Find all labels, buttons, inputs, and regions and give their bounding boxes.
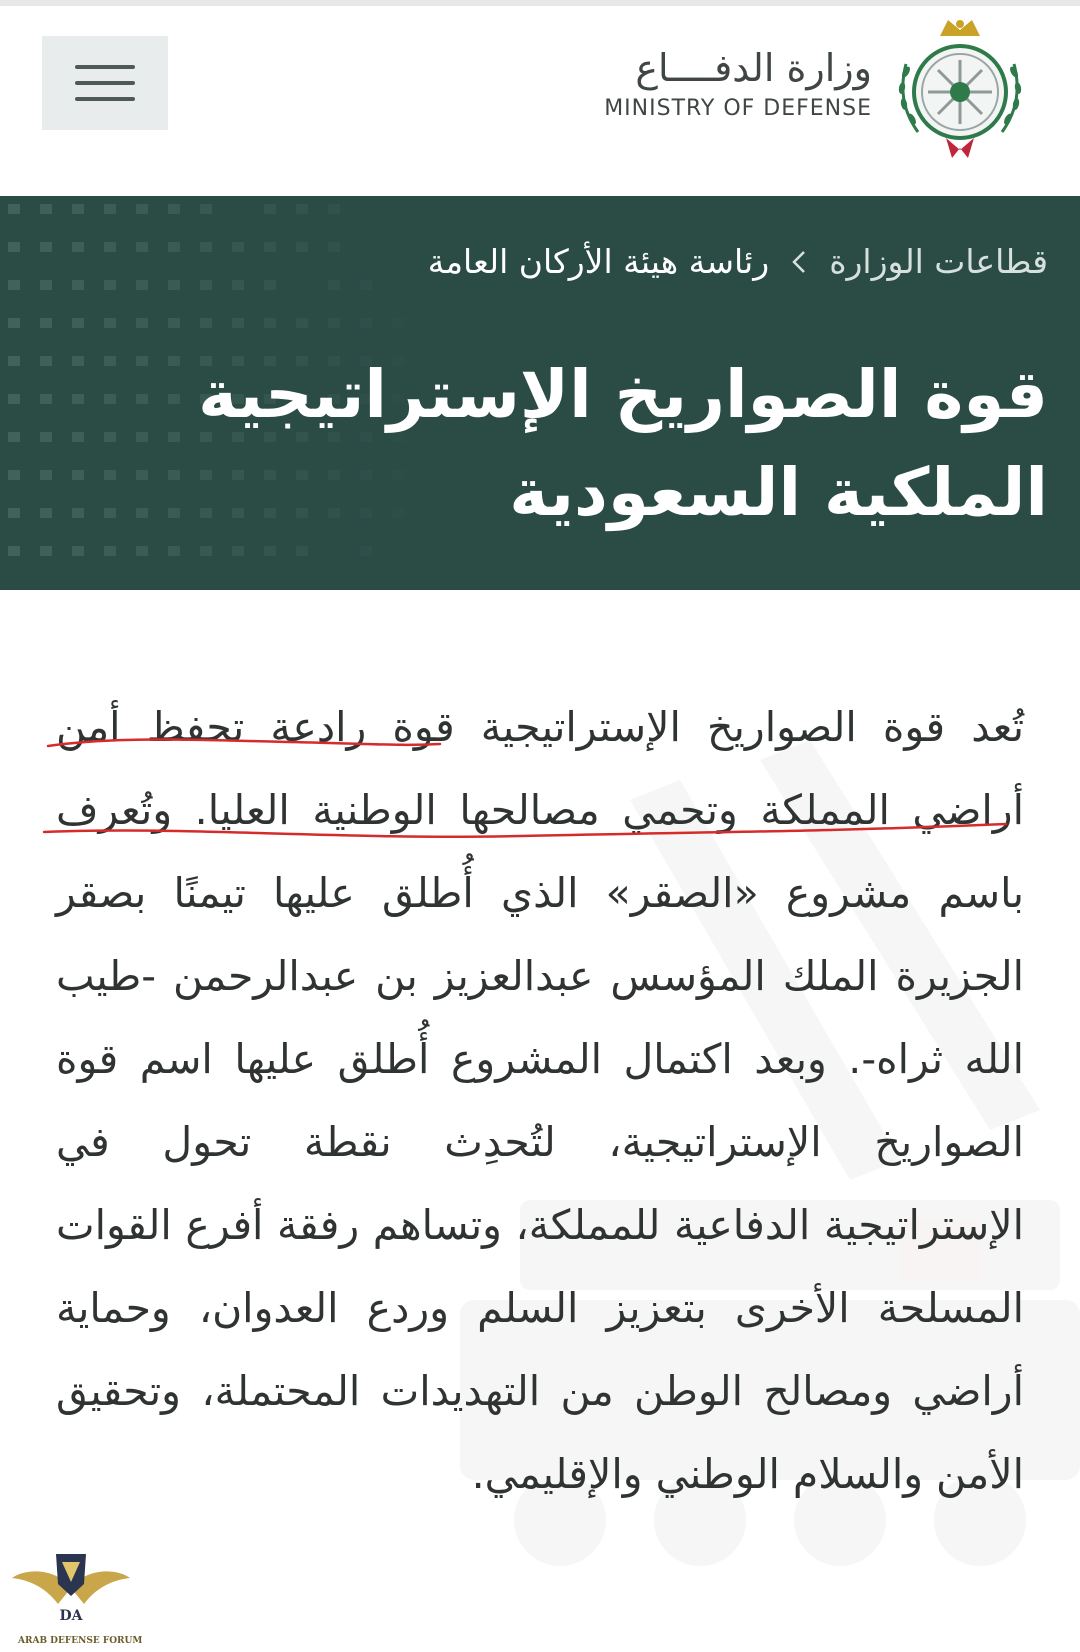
svg-text:DA: DA xyxy=(59,1608,83,1624)
article-body: تُعد قوة الصواريخ الإستراتيجية قوة رادعة تحفظ أمن أراضي المملكة وتحمي مصالحها الوطنية العليا. وتُعرف باسم مشروع «الصقر» الذي أُطلق عليها تيمنًا بصقر الجزيرة الملك المؤسس عبدالعزيز بن عبدالرحمن -طيب الله ثراه-. وبعد اكتمال المشروع أُطلق عليها اسم قوة الصواريخ الإستراتيجية، لتُحدِث نقطة تحول في الإستراتيجية الدفاعية للمملكة، وتساهم رفقة أفرع القوات المسلحة الأخرى بتعزيز السلم وردع العدوان، وحماية أراضي ومصالح الوطن من التهديدات المحتملة، وتحقيق الأمن والسلام الوطني والإقليمي. xyxy=(56,703,1024,1498)
breadcrumb-item-ministry-sectors[interactable]: قطاعات الوزارة xyxy=(829,242,1048,281)
page-title: قوة الصواريخ الإستراتيجية الملكية السعودية xyxy=(198,356,1048,531)
chevron-left-icon xyxy=(791,249,807,275)
breadcrumb xyxy=(428,242,1048,281)
page-hero xyxy=(0,196,1080,590)
brand-name-english[interactable]: MINISTRY OF DEFENSE xyxy=(604,96,872,121)
breadcrumb-item-chief-of-staff[interactable]: رئاسة هيئة الأركان العامة xyxy=(427,242,770,281)
site-header xyxy=(0,6,1080,196)
forum-eagle-logo-icon xyxy=(6,1548,143,1648)
menu-button[interactable] xyxy=(42,36,168,130)
ministry-emblem-icon[interactable] xyxy=(888,12,1032,164)
forum-name: ARAB DEFENSE FORUM xyxy=(18,1636,143,1646)
brand-name-arabic[interactable]: وزارة الدفــــاع xyxy=(635,46,872,90)
